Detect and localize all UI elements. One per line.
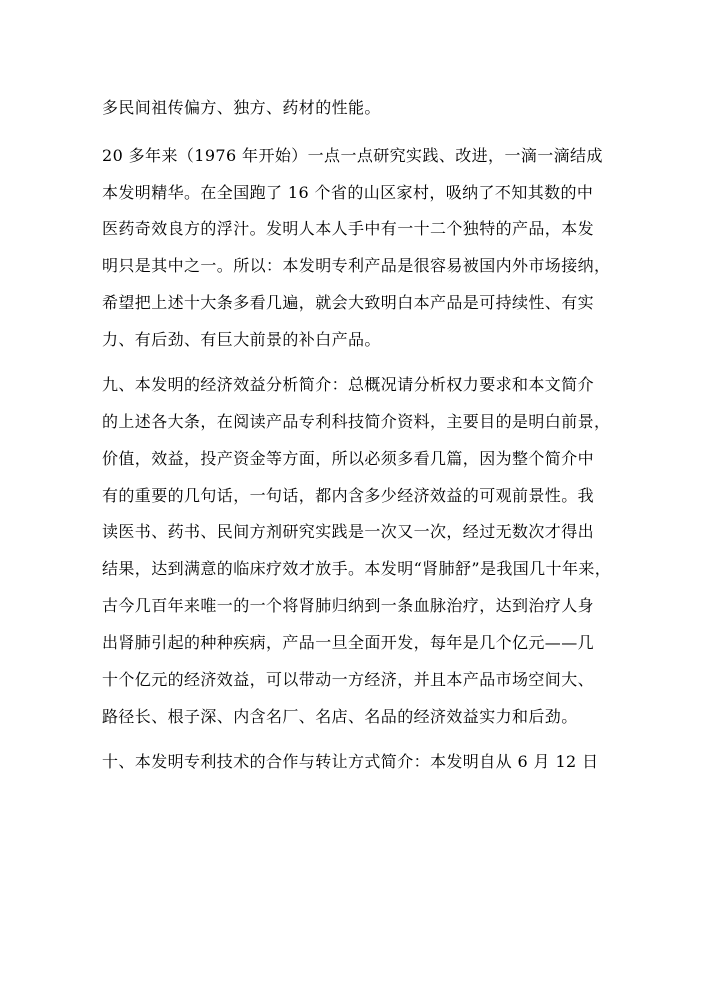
text-line: 古今几百年来唯一的一个将肾肺归纳到一条血脉治疗，达到治疗人身 [102, 596, 595, 615]
text-line: 多民间祖传偏方、独方、药材的性能。 [102, 98, 381, 117]
text-line: 出肾肺引起的种种疾病，产品一旦全面开发，每年是几个亿元——几 [102, 633, 595, 652]
text-line: 20 多年来（1976 年开始）一点一点研究实践、改进，一滴一滴结成 [102, 146, 603, 165]
text-line: 价值，效益，投产资金等方面，所以必须多看几篇，因为整个简介中 [102, 449, 595, 468]
text-line: 力、有后劲、有巨大前景的补白产品。 [102, 330, 381, 349]
text-line: 有的重要的几句话，一句话，都内含多少经济效益的可观前景性。我 [102, 486, 595, 505]
text-line: 读医书、药书、民间方剂研究实践是一次又一次，经过无数次才得出 [102, 522, 595, 541]
text-line: 十、本发明专利技术的合作与转让方式简介：本发明自从 6 月 12 日 [102, 752, 599, 771]
text-line: 本发明精华。在全国跑了 16 个省的山区家村，吸纳了不知其数的中 [102, 183, 594, 202]
text-line: 九、本发明的经济效益分析简介：总概况请分析权力要求和本文简介 [102, 375, 595, 394]
text-line: 的上述各大条，在阅读产品专利科技简介资料，主要目的是明白前景， [102, 412, 611, 431]
text-line: 医药奇效良方的浮汁。发明人本人手中有一十二个独特的产品，本发 [102, 219, 595, 238]
text-line: 路径长、根子深、内含名厂、名店、名品的经济效益实力和后劲。 [102, 707, 578, 726]
text-line: 结果，达到满意的临床疗效才放手。本发明“肾肺舒”是我国几十年来， [102, 559, 612, 578]
text-line: 明只是其中之一。所以：本发明专利产品是很容易被国内外市场接纳， [102, 256, 611, 275]
text-line: 十个亿元的经济效益，可以带动一方经济，并且本产品市场空间大、 [102, 670, 595, 689]
text-line: 希望把上述十大条多看几遍，就会大致明白本产品是可持续性、有实 [102, 293, 595, 312]
